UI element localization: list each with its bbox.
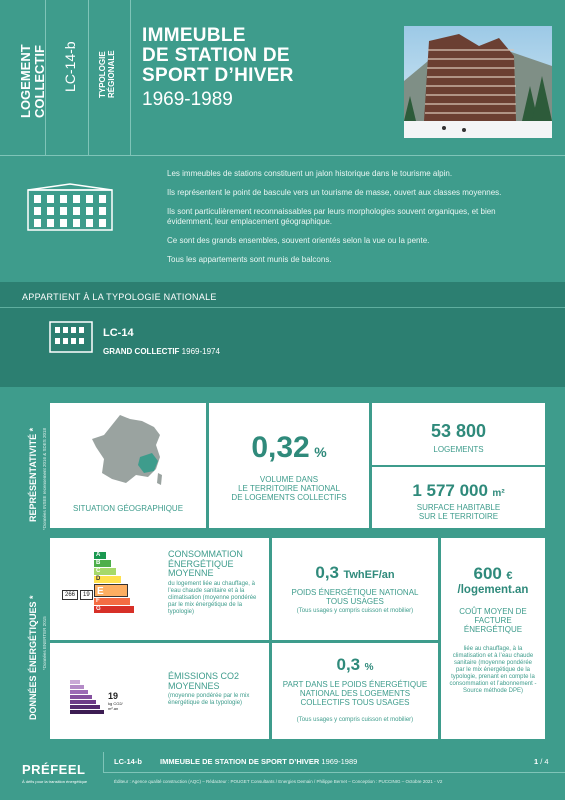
intro-paragraph: Les immeubles de stations constituent un jalon historique dans le tourisme alpin. <box>167 169 453 178</box>
divider <box>88 0 89 155</box>
header <box>0 0 565 155</box>
footer-credits: Éditeur : Agence qualité construction (AQC) – Rédacteur : POUGET Consultants / Energies Demain / Philippe Bernet – Conception : PUCCINIG – Octobre 2021 - V2 <box>114 779 443 784</box>
building-icon <box>20 182 120 237</box>
poids-value: 0,3 TwhEF/an <box>315 563 395 582</box>
footer-logo-sub: À défis pour la transition énergétique <box>22 779 88 784</box>
building-photo <box>404 26 552 138</box>
logements-card <box>372 403 545 465</box>
emission-title: ÉMISSIONS CO2 MOYENNES <box>168 671 240 691</box>
poids-label: POIDS ÉNERGÉTIQUE NATIONAL TOUS USAGES <box>291 588 419 606</box>
divider <box>0 155 565 156</box>
surface-value: 1 577 000 m² <box>412 481 505 500</box>
cout-unit2: /logement.an <box>457 584 529 596</box>
emission-card <box>50 643 269 739</box>
divider <box>103 772 565 773</box>
intro-paragraph: Ils représentent le point de bascule vers un tourisme de masse, ouvert aux classes moyennes. <box>167 188 502 197</box>
footer-title: IMMEUBLE DE STATION DE SPORT D’HIVER 1969-1989 <box>160 757 358 766</box>
dpe-value-2: 19 <box>80 590 93 600</box>
surface-label: SURFACE HABITABLE SUR LE TERRITOIRE <box>416 503 501 521</box>
cout-desc: liée au chauffage, à la climatisation et à l’eau chaude sanitaire (moyenne pondérée par le mix énergétique de la typologie, prenant en compte la consommation et l’abonnement - Source méthode DPE) <box>449 646 537 694</box>
divider <box>0 307 565 308</box>
conso-desc: du logement liée au chauffage, à l’eau chaude sanitaire et à la climatisation (moyenne pondérée par le mix énergétique de la typologie) <box>168 581 257 615</box>
volume-card <box>209 403 369 528</box>
header-code: LC-14-b <box>62 41 78 92</box>
situation-label: SITUATION GÉOGRAPHIQUE <box>72 504 184 513</box>
dpe-value-1: 266 <box>62 590 78 600</box>
dpe-bar-g: G <box>94 606 134 613</box>
part-note: (Tous usages y compris cuisson et mobilier) <box>296 717 414 723</box>
page-title: IMMEUBLE DE STATION DE SPORT D’HIVER <box>142 25 294 86</box>
ges-unit: kg CO2/ m².an <box>108 701 123 711</box>
footer-page: 1 / 4 <box>534 757 549 766</box>
side-label: LOGEMENT COLLECTIF <box>18 44 47 118</box>
typologie-label: TYPOLOGIE RÉGIONALE <box>98 50 116 98</box>
surface-card <box>372 467 545 528</box>
footer-code: LC-14-b <box>114 757 142 766</box>
national-heading: APPARTIENT À LA TYPOLOGIE NATIONALE <box>22 292 217 302</box>
intro-text <box>167 169 537 265</box>
energie-note: *Données ENERTER 2015 <box>42 616 47 670</box>
intro-paragraph: Ils sont particulièrement reconnaissables par leurs morphologies souvent organiques, et bien évidemment, leur emplacement géographique. <box>167 207 496 226</box>
dpe-bar-e: E <box>94 584 128 597</box>
representativite-label: REPRÉSENTATIVITÉ * <box>28 427 38 522</box>
divider <box>130 0 131 155</box>
poids-note: (Tous usages y compris cuisson et mobilier) <box>296 608 414 614</box>
dpe-bar-a: A <box>94 552 106 559</box>
emission-desc: (moyenne pondérée par le mix énergétique de la typologie) <box>168 693 250 706</box>
ges-chart <box>70 680 110 714</box>
france-map <box>90 413 166 494</box>
national-code: LC-14 <box>103 327 134 339</box>
dpe-bar-b: B <box>94 560 111 567</box>
cout-card <box>441 538 545 739</box>
conso-card <box>50 538 269 640</box>
national-section <box>0 282 565 387</box>
intro-paragraph: Tous les appartements sont munis de balcons. <box>167 255 332 264</box>
logements-value: 53 800 <box>430 421 487 441</box>
intro-paragraph: Ce sont des grands ensembles, souvent orientés selon la vue ou la pente. <box>167 236 430 245</box>
part-value: 0,3 % <box>336 655 374 674</box>
ges-value: 19 <box>108 691 119 701</box>
poids-card <box>272 538 438 640</box>
national-name: GRAND COLLECTIF 1969-1974 <box>103 347 220 356</box>
volume-value: 0,32 % <box>251 431 327 464</box>
part-label: PART DANS LE POIDS ÉNERGÉTIQUE NATIONAL DES LOGEMENTS COLLECTIFS TOUS USAGES <box>282 680 428 707</box>
energie-label: DONNÉES ÉNERGÉTIQUES * <box>28 595 38 720</box>
logements-label: LOGEMENTS <box>433 445 484 454</box>
representativite-note: *Données INSEE recensement 2016 & SDES 2018 <box>42 427 47 530</box>
dpe-bar-d: D <box>94 576 121 583</box>
divider <box>103 752 104 772</box>
footer <box>0 752 565 800</box>
cout-value: 600 € <box>473 564 513 583</box>
dpe-bar-c: C <box>94 568 116 575</box>
dpe-bar-f: F <box>94 598 130 605</box>
volume-label: VOLUME DANS LE TERRITOIRE NATIONAL DE LOGEMENTS COLLECTIFS <box>231 475 347 502</box>
situation-card <box>50 403 206 528</box>
conso-title: CONSOMMATION ÉNERGÉTIQUE MOYENNE <box>168 549 243 578</box>
dpe-chart <box>94 552 136 613</box>
cout-label: COÛT MOYEN DE FACTURE ÉNERGÉTIQUE <box>459 607 527 634</box>
title-years: 1969-1989 <box>142 89 233 110</box>
footer-logo: PRÉFEEL <box>22 762 86 777</box>
grand-collectif-icon <box>48 320 94 359</box>
part-card <box>272 643 438 739</box>
